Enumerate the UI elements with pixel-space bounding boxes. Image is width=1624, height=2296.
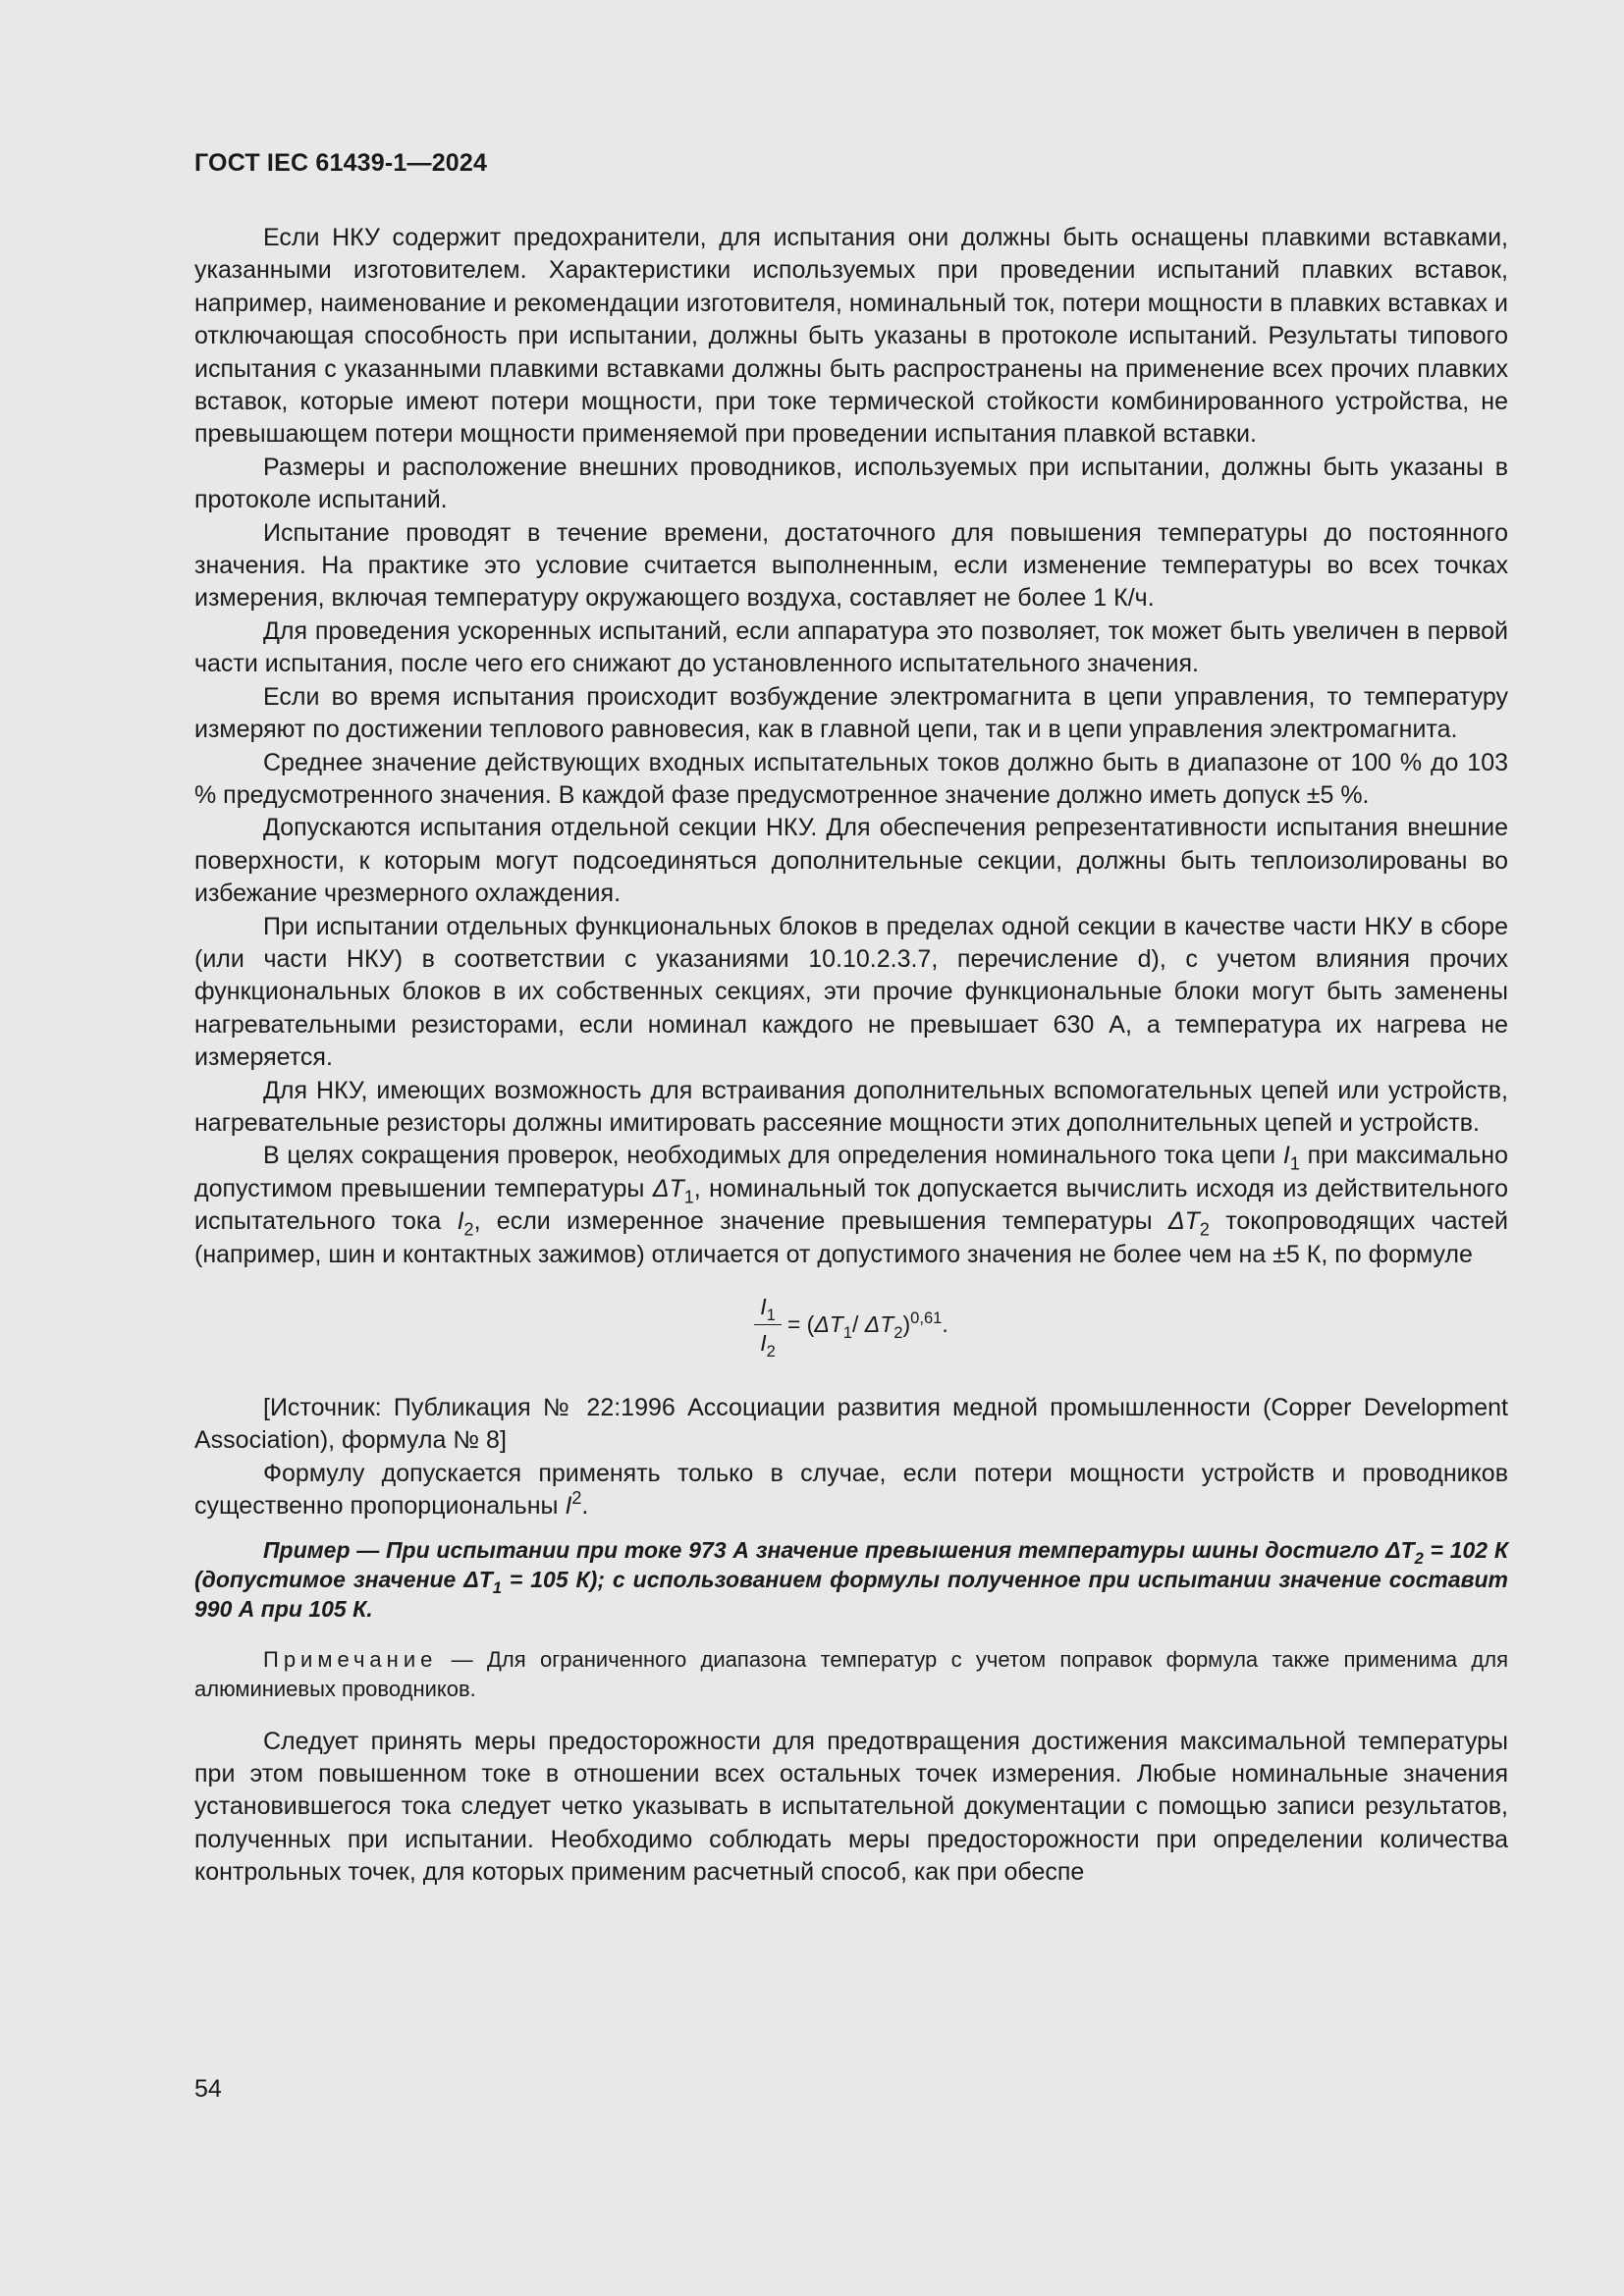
paragraph-electromagnet: Если во время испытания происходит возбуждение электромагнита в цепи управления, то температуру измеряют по достижении теплового равновесия, как в главной цепи, так и в цепи управления электромагнита. <box>194 682 1508 744</box>
paragraph-average-current: Среднее значение действующих входных испытательных токов должно быть в диапазоне от 100 % до 103 % предусмотренного значения. В каждой фазе предусмотренное значение должно иметь допуск ±5 %. <box>194 748 1508 809</box>
paragraph-test-duration: Испытание проводят в течение времени, достаточного для повышения температуры до постоянного значения. На практике это условие считается выполненным, если изменение температуры во всех точках измерения, включая температуру окружающего воздуха, составляет не более 1 К/ч. <box>194 518 1508 613</box>
note-label: Примечание <box>263 1646 438 1672</box>
document-header: ГОСТ IEC 61439-1—2024 <box>194 149 488 177</box>
note-block: Примечание — Для ограниченного диапазона температур с учетом поправок формула также применима для алюминиевых проводников. <box>194 1646 1508 1701</box>
page-number: 54 <box>194 2075 222 2103</box>
formula-fraction <box>754 1291 782 1359</box>
paragraph-formula-applicability: Формулу допускается применять только в случае, если потери мощности устройств и проводников существенно пропорциональны $I^2$. <box>194 1459 1508 1521</box>
document-body <box>194 222 1508 1890</box>
formula-numerator: $I_1$ <box>754 1291 782 1325</box>
formula <box>194 1291 1508 1359</box>
paragraph-accelerated-tests: Для проведения ускоренных испытаний, если аппаратура это позволяет, ток может быть увеличен в первой части испытания, после чего его снижают до установленного испытательного значения. <box>194 616 1508 678</box>
formula-rhs: = ($\Delta T_1/$ $\Delta T_2)^{0,61}$. <box>786 1308 948 1342</box>
formula-denominator: $I_2$ <box>760 1330 776 1361</box>
paragraph-source: [Источник: Публикация № 22:1996 Ассоциации развития медной промышленности (Copper Development Association), формула № 8] <box>194 1394 1508 1455</box>
paragraph-conductors: Размеры и расположение внешних проводников, используемых при испытании, должны быть указаны в протоколе испытаний. <box>194 453 1508 514</box>
paragraph-auxiliary-circuits: Для НКУ, имеющих возможность для встраивания дополнительных вспомогательных цепей или устройств, нагревательные резисторы должны имитировать рассеяние мощности этих дополнительных цепей и устройств. <box>194 1076 1508 1137</box>
paragraph-rated-current-calc: В целях сокращения проверок, необходимых для определения номинального тока цепи $I_1$ при максимально допустимом превышении температуры $\Delta T_1$, номинальный ток допускается вычислить исходя из действительного испытательного тока $I_2$, если измеренное значение превышения температуры $\Delta T_2$ токопроводящих частей (например, шин и контактных зажимов) отличается от допустимого значения не более чем на ±5 К, по формуле <box>194 1142 1509 1268</box>
example-block: Пример — При испытании при токе 973 А значение превышения температуры шины достигло $\Delta T_2 = 102$ К (допустимое значение $\Delta T_1 = 105$ К); с использованием формулы полученное при испытании значение составит 990 А при 105 К. <box>194 1536 1508 1622</box>
paragraph-functional-units: При испытании отдельных функциональных блоков в пределах одной секции в качестве части НКУ в сборе (или части НКУ) в соответствии с указаниями 10.10.2.3.7, перечисление d), с учетом влияния прочих функциональных блоков в их собственных секциях, эти прочие функциональные блоки могут быть заменены нагревательными резисторами, если номинал каждого не превышает 630 А, а температура их нагрева не измеряется. <box>194 912 1508 1072</box>
paragraph-fuses: Если НКУ содержит предохранители, для испытания они должны быть оснащены плавкими вставками, указанными изготовителем. Характеристики используемых при проведении испытаний плавких вставок, например, наименование и рекомендации изготовителя, номинальный ток, потери мощности в плавких вставках и отключающая способность при испытании, должны быть указаны в протоколе испытаний. Результаты типового испытания с указанными плавкими вставками должны быть распространены на применение всех прочих плавких вставок, которые имеют потери мощности, при токе термической стойкости комбинированного устройства, не превышающем потери мощности применяемой при проведении испытания плавкой вставки. <box>194 224 1508 449</box>
paragraph-precautions: Следует принять меры предосторожности для предотвращения достижения максимальной температуры при этом повышенном токе в отношении всех остальных точек измерения. Любые номинальные значения установившегося тока следует четко указывать в испытательной документации с помощью записи результатов, полученных при испытании. Необходимо соблюдать меры предосторожности при определении количества контрольных точек, для которых применим расчетный способ, как при обеспе <box>194 1727 1508 1887</box>
paragraph-section-test: Допускаются испытания отдельной секции НКУ. Для обеспечения репрезентативности испытания внешние поверхности, к которым могут подсоединяться дополнительные секции, должны быть теплоизолированы во избежание чрезмерного охлаждения. <box>194 814 1508 908</box>
